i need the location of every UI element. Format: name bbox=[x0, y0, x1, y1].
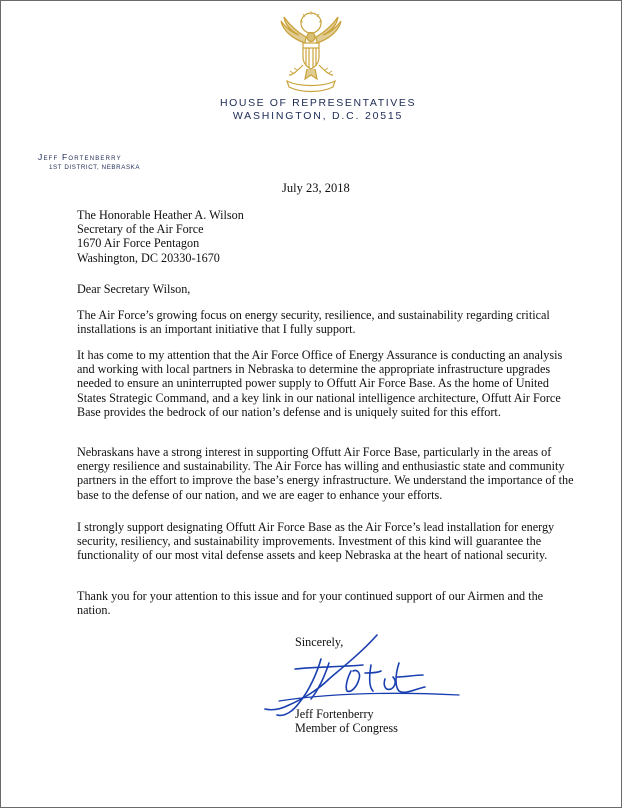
recipient-address bbox=[77, 208, 577, 265]
letterhead-address: WASHINGTON, D.C. 20515 bbox=[232, 110, 404, 122]
letterhead-member-name: Jeff Fortenberry bbox=[38, 152, 122, 162]
eagle-seal-icon bbox=[275, 9, 347, 95]
recipient-line: Secretary of the Air Force bbox=[77, 222, 204, 237]
signer-title: Member of Congress bbox=[295, 721, 398, 735]
body-paragraph: Thank you for your attention to this issue and for your continued support of our Airmen and the nation. bbox=[77, 589, 544, 618]
body-paragraph: The Air Force’s growing focus on energy security, resilience, and sustainability regarding critical installations is an important initiative that I fully support. bbox=[77, 308, 550, 337]
recipient-line: Washington, DC 20330-1670 bbox=[77, 250, 220, 265]
recipient-line: The Honorable Heather A. Wilson bbox=[77, 208, 244, 222]
signer-name: Jeff Fortenberry bbox=[295, 707, 374, 721]
letter-date: July 23, 2018 bbox=[282, 181, 350, 195]
body-paragraph: Nebraskans have a strong interest in supporting Offutt Air Force Base, particularly in the areas of energy resilience and sustainability. The Air Force has willing and enthusiastic state and community partners in the effort to improve the base’s energy infrastructure. We understand the importance of the base to the defense of our nation, and we are eager to enhance your efforts. bbox=[77, 445, 574, 502]
letterhead-member-district: 1ST DISTRICT, NEBRASKA bbox=[49, 164, 141, 171]
salutation: Dear Secretary Wilson, bbox=[77, 282, 191, 296]
closing: Sincerely, bbox=[295, 635, 344, 649]
body-paragraph: I strongly support designating Offutt Air Force Base as the Air Force’s lead installation for energy security, resiliency, and sustainability improvements. Investment of this kind will guarantee the functionality of our most vital defense assets and keep Nebraska at the heart of national security. bbox=[77, 520, 555, 563]
letterhead-house: HOUSE OF REPRESENTATIVES bbox=[219, 97, 417, 109]
recipient-line: 1670 Air Force Pentagon bbox=[77, 236, 200, 251]
body-paragraph: It has come to my attention that the Air Force Office of Energy Assurance is conducting an analysis and working with local partners in Nebraska to determine the appropriate infrastructure upgrades needed to ensure an uninterrupted power supply to Offutt Air Force Base. As the home of United States Strategic Command, and a key link in our national intelligence architecture, Offutt Air Force Base provides the bedrock of our nation’s defense and is uniquely suited for this effort. bbox=[77, 348, 563, 419]
